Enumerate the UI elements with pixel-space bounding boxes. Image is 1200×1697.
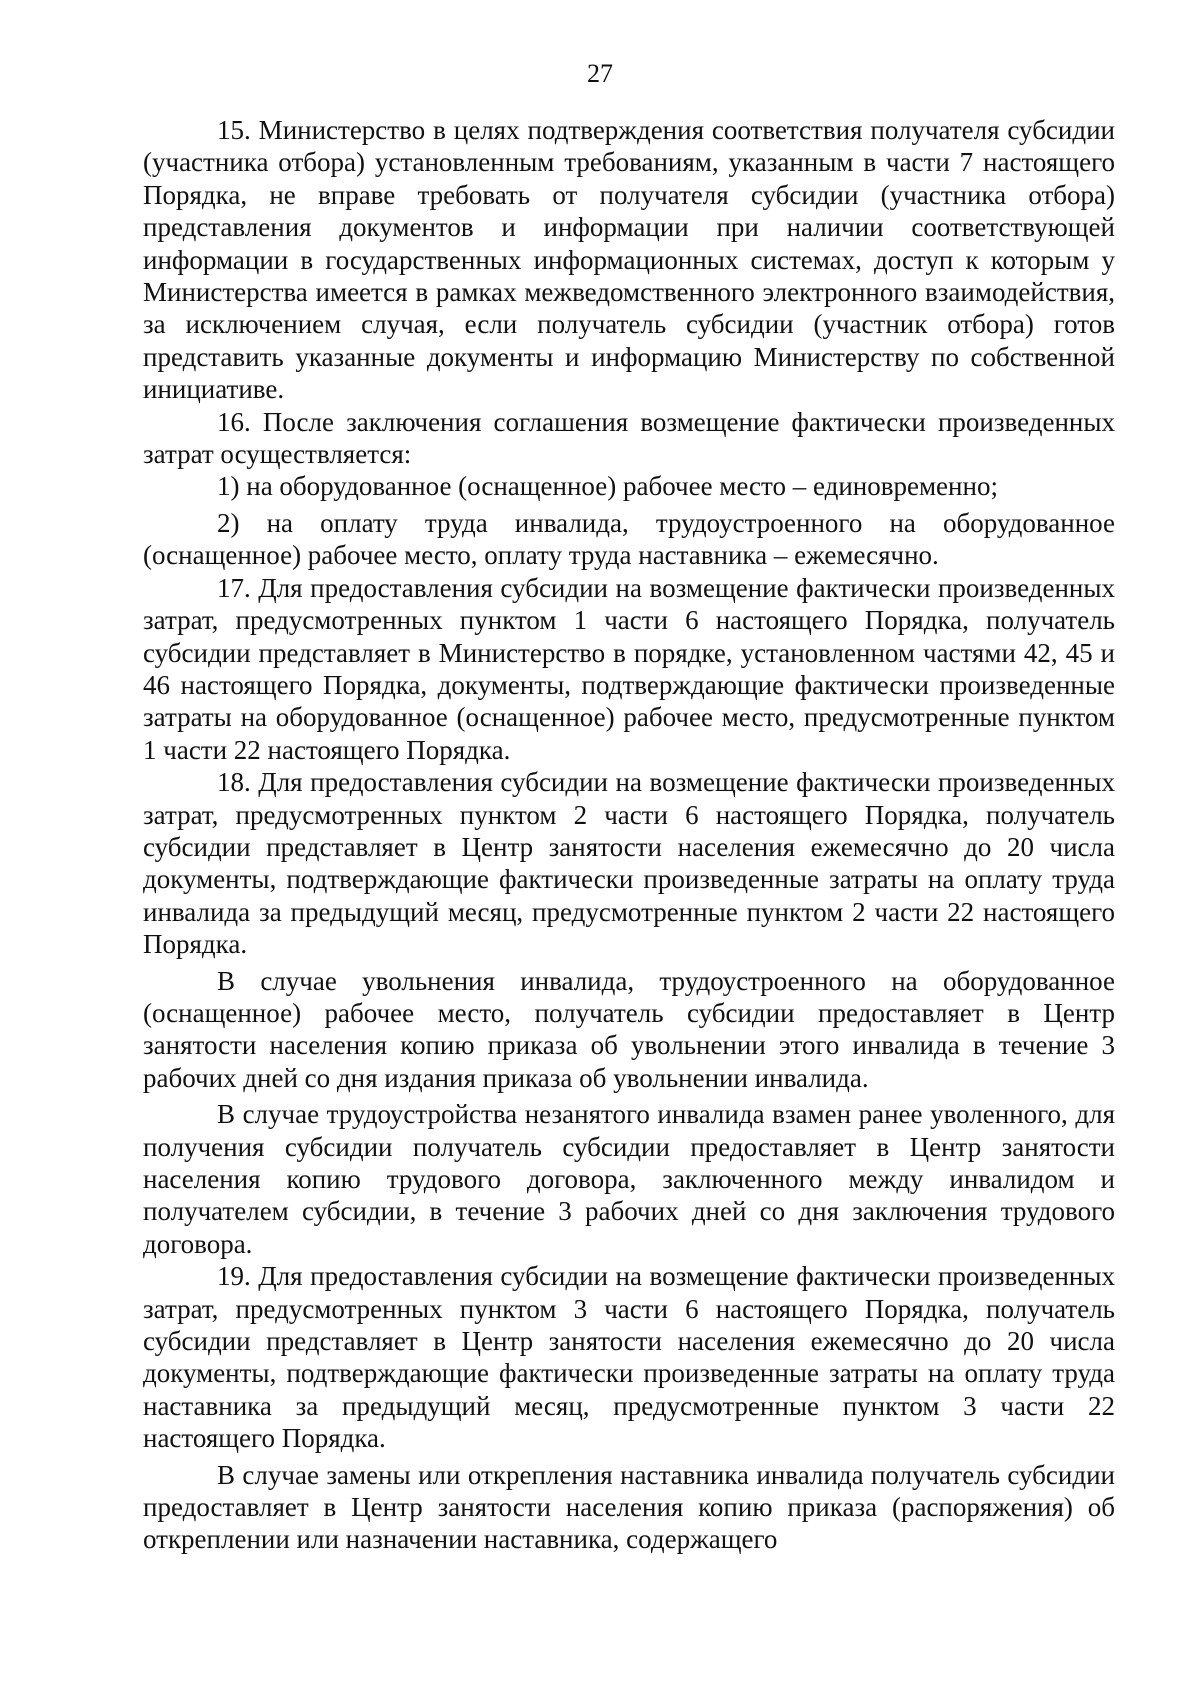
paragraph-17: 17. Для предоставления субсидии на возмещение фактически произведенных затрат, предусмотренных пунктом 1 части 6 настоящего Порядка, получатель субсидии представляет в Министерство в порядке, установленном частями 42, 45 и 46 настоящего Порядка, документы, подтверждающие фактически произведенные затраты на оборудованное (оснащенное) рабочее место, предусмотренные пунктом 1 части 22 настоящего Порядка. [143, 572, 1115, 765]
paragraph-16-item-2: 2) на оплату труда инвалида, трудоустроенного на оборудованное (оснащенное) рабочее место, оплату труда наставника – ежемесячно. [143, 507, 1115, 571]
paragraph-18: 18. Для предоставления субсидии на возмещение фактически произведенных затрат, предусмотренных пунктом 2 части 6 настоящего Порядка, получатель субсидии представляет в Центр занятости населения ежемесячно до 20 числа документы, подтверждающие фактически произведенные затраты на оплату труда инвалида за предыдущий месяц, предусмотренные пунктом 2 части 22 настоящего Порядка. [143, 767, 1115, 960]
paragraph-18-replacement: В случае трудоустройства незанятого инвалида взамен ранее уволенного, для получения субсидии получатель субсидии предоставляет в Центр занятости населения копию трудового договора, заключенного между инвалидом и получателем субсидии, в течение 3 рабочих дней со дня заключения трудового договора. [143, 1099, 1115, 1259]
paragraph-19-mentor-change: В случае замены или открепления наставника инвалида получатель субсидии предоставляет в Центр занятости населения копию приказа (распоряжения) об откреплении или назначении наставника, содержащего [143, 1459, 1115, 1555]
paragraph-15: 15. Министерство в целях подтверждения соответствия получателя субсидии (участника отбора) установленным требованиям, указанным в части 7 настоящего Порядка, не вправе требовать от получателя субсидии (участника отбора) представления документов и информации при наличии соответствующей информации в государственных информационных системах, доступ к которым у Министерства имеется в рамках межведомственного электронного взаимодействия, за исключением случая, если получатель субсидии (участник отбора) готов представить указанные документы и информацию Министерству по собственной инициативе. [143, 115, 1115, 405]
page-number: 27 [587, 59, 613, 88]
paragraph-16: 16. После заключения соглашения возмещение фактически произведенных затрат осуществляется: [143, 406, 1115, 470]
document-body [143, 114, 1115, 1556]
paragraph-16-item-1: 1) на оборудованное (оснащенное) рабочее место – единовременно; [217, 471, 998, 502]
paragraph-18-dismissal: В случае увольнения инвалида, трудоустроенного на оборудованное (оснащенное) рабочее место, получатель субсидии предоставляет в Центр занятости населения копию приказа об увольнении этого инвалида в течение 3 рабочих дней со дня издания приказа об увольнении инвалида. [143, 965, 1115, 1093]
paragraph-19: 19. Для предоставления субсидии на возмещение фактически произведенных затрат, предусмотренных пунктом 3 части 6 настоящего Порядка, получатель субсидии представляет в Центр занятости населения ежемесячно до 20 числа документы, подтверждающие фактически произведенные затраты на оплату труда наставника за предыдущий месяц, предусмотренные пунктом 3 части 22 настоящего Порядка. [143, 1261, 1115, 1454]
